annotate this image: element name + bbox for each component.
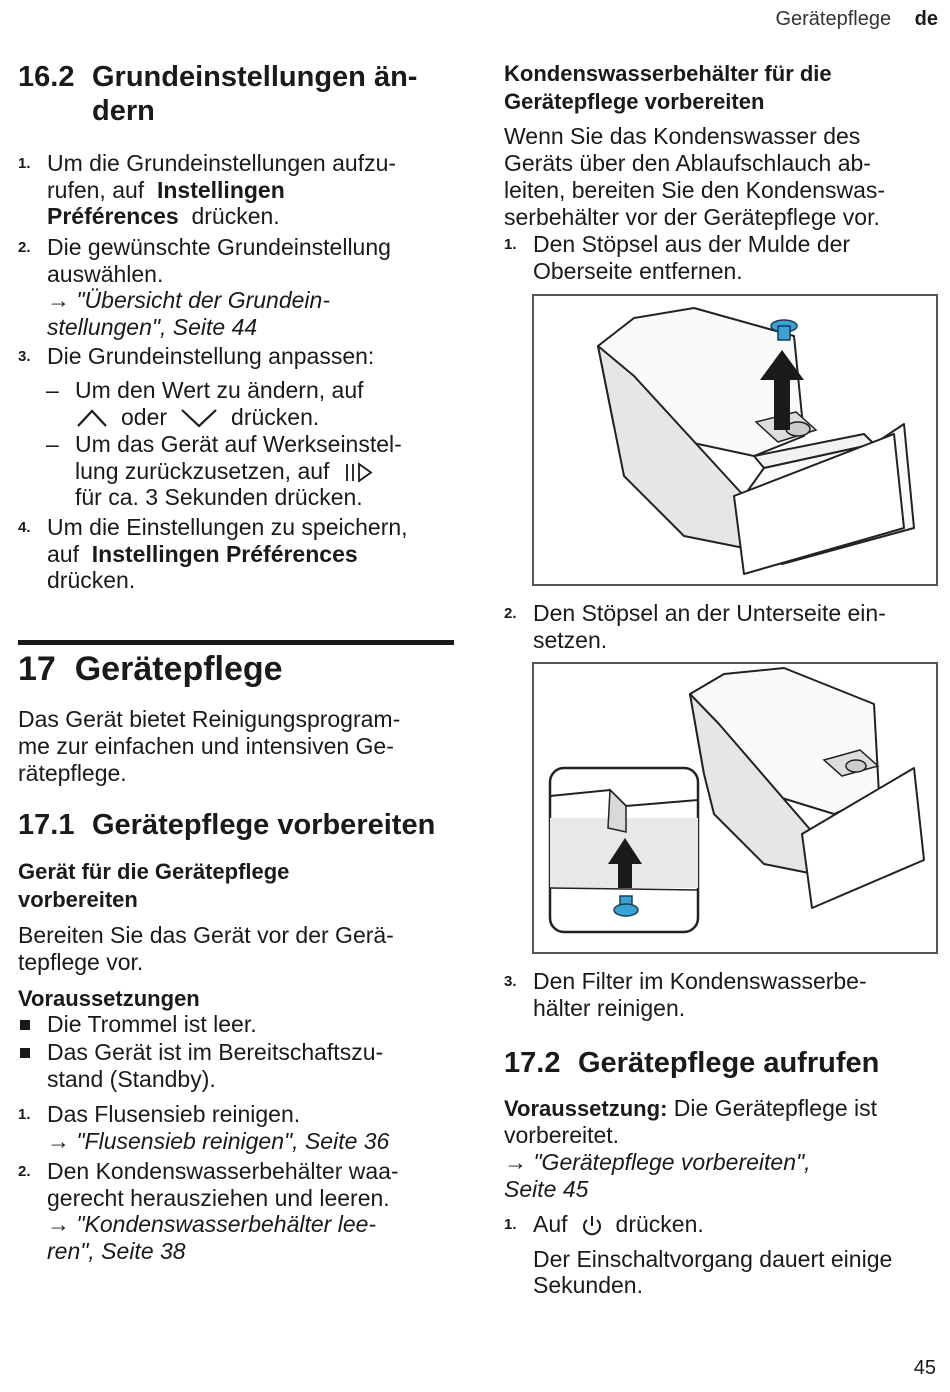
step-text: Die gewünschte Grundeinstellung xyxy=(47,234,391,260)
cross-reference[interactable]: → "Gerätepflege vorbereiten", xyxy=(504,1149,811,1175)
step-16-2-4 xyxy=(18,514,408,594)
para-line: Bereiten Sie das Gerät vor der Gerä- xyxy=(18,922,394,948)
step-text: hälter reinigen. xyxy=(533,994,686,1021)
step-condenser-2 xyxy=(504,600,886,653)
page-number: 45 xyxy=(913,1357,936,1379)
subheading-line: Gerätepflege vorbereiten xyxy=(504,89,765,114)
bullet-square xyxy=(20,1048,30,1058)
step-text: Um die Einstellungen zu speichern, xyxy=(47,514,408,540)
cross-reference[interactable]: → "Flusensieb reinigen", Seite 36 xyxy=(47,1127,390,1154)
heading-17-2 xyxy=(504,1046,879,1080)
bullet-text: stand (Standby). xyxy=(47,1065,216,1092)
step-text: Auf xyxy=(533,1211,568,1237)
cross-reference[interactable]: → "Kondenswasserbehälter lee- xyxy=(47,1211,377,1237)
step-text: rufen, auf xyxy=(47,176,145,203)
figure-insert-plug xyxy=(532,662,938,954)
figure-remove-plug xyxy=(532,294,938,586)
step-17-1-2 xyxy=(18,1158,399,1264)
button-name-preferences-cont: Préférences xyxy=(47,203,179,229)
step-number: 1. xyxy=(504,1216,517,1233)
button-name-preferences: Instellingen Préférences xyxy=(91,540,358,567)
heading-number: 17.1 xyxy=(18,809,75,841)
subheading-line: Gerät für die Gerätepflege xyxy=(18,859,290,884)
step-text: Um den Wert zu ändern, auf xyxy=(75,377,364,403)
heading-text-cont: dern xyxy=(92,95,155,127)
subheading-line: vorbereiten xyxy=(18,887,138,912)
condenser-tank-illustration xyxy=(534,296,936,584)
step-text: Um die Grundeinstellungen aufzu- xyxy=(47,150,397,176)
step-number: 2. xyxy=(18,239,31,256)
step-number: 1. xyxy=(18,155,31,172)
step-16-2-2 xyxy=(18,234,391,340)
subheading-prepare-condenser xyxy=(504,60,832,116)
step-result: Sekunden. xyxy=(533,1272,643,1299)
chapter-intro xyxy=(18,706,400,787)
step-condenser-1 xyxy=(504,231,850,284)
heading-text: Gerätepflege aufrufen xyxy=(578,1047,880,1079)
step-text: auf xyxy=(47,540,79,567)
step-number: 4. xyxy=(18,519,31,536)
step-text: Den Stöpsel an der Unterseite ein- xyxy=(533,600,886,626)
step-number: 1. xyxy=(504,236,517,253)
step-text: drücken. xyxy=(231,403,320,430)
substep-change-value xyxy=(18,377,364,430)
step-text: drücken. xyxy=(615,1211,704,1237)
cross-reference-cont[interactable]: ren", Seite 38 xyxy=(47,1237,186,1264)
heading-text: Gerätepflege xyxy=(74,650,283,688)
step-text: Die Grundeinstellung anpassen: xyxy=(47,343,375,369)
heading-text: Grundeinstellungen än- xyxy=(92,61,418,93)
step-text: drücken. xyxy=(47,567,136,593)
heading-16-2 xyxy=(18,60,417,128)
step-number: 2. xyxy=(18,1163,31,1180)
heading-number: 16.2 xyxy=(18,61,75,93)
cross-reference-cont[interactable]: stellungen", Seite 44 xyxy=(47,313,258,340)
step-number: 3. xyxy=(18,348,31,365)
step-text: setzen. xyxy=(533,626,608,653)
step-text: auswählen. xyxy=(47,260,164,287)
chevron-down-icon xyxy=(179,407,219,429)
para-line: rätepflege. xyxy=(18,760,127,786)
step-result: Der Einschaltvorgang dauert einige xyxy=(533,1245,893,1272)
heading-number: 17 xyxy=(18,650,56,688)
para-line: Das Gerät bietet Reinigungsprogram- xyxy=(18,706,401,732)
step-text: drücken. xyxy=(191,203,280,229)
condenser-intro xyxy=(504,123,885,231)
para-line: tepflege vor. xyxy=(18,949,144,975)
step-text: Den Filter im Kondenswasserbe- xyxy=(533,968,867,994)
step-text: Den Kondenswasserbehälter waa- xyxy=(47,1158,399,1184)
heading-17 xyxy=(18,650,283,689)
step-text: lung zurückzusetzen, auf xyxy=(75,457,330,484)
cross-reference[interactable]: → "Übersicht der Grundein- xyxy=(47,287,330,313)
step-condenser-3 xyxy=(504,968,867,1021)
condenser-tank-underside-illustration xyxy=(534,664,936,952)
step-text: oder xyxy=(121,403,168,430)
para-line: Geräts über den Ablaufschlauch ab- xyxy=(504,150,871,176)
step-17-2-1 xyxy=(504,1211,892,1299)
heading-text: Gerätepflege vorbereiten xyxy=(92,809,436,841)
cross-reference-cont[interactable]: Seite 45 xyxy=(504,1176,589,1202)
header-language: de xyxy=(914,8,938,30)
para-line: Wenn Sie das Kondenswasser des xyxy=(504,123,861,149)
para-line: Die Gerätepflege ist xyxy=(673,1095,878,1121)
step-text: Das Flusensieb reinigen. xyxy=(47,1101,301,1127)
prerequisite-label: Voraussetzung: xyxy=(504,1096,668,1121)
para-line: vorbereitet. xyxy=(504,1122,620,1148)
power-icon xyxy=(580,1214,604,1238)
prerequisites-label: Voraussetzungen xyxy=(18,986,200,1011)
step-17-1-1 xyxy=(18,1101,389,1154)
button-name-preferences: Instellingen xyxy=(156,176,285,203)
prereq-item-drum-empty xyxy=(18,1011,257,1038)
dash-marker: – xyxy=(46,431,59,457)
subheading-prepare-device xyxy=(18,858,289,914)
step-number: 1. xyxy=(18,1106,31,1123)
para-line: serbehälter vor der Gerätepflege vor. xyxy=(504,204,880,230)
substep-factory-reset xyxy=(18,431,402,511)
prerequisite-17-2 xyxy=(504,1095,877,1203)
bullet-text: Das Gerät ist im Bereitschaftszu- xyxy=(47,1039,384,1065)
step-text: Oberseite entfernen. xyxy=(533,257,743,284)
para-line: me zur einfachen und intensiven Ge- xyxy=(18,733,394,759)
step-text: Um das Gerät auf Werkseinstel- xyxy=(75,431,402,457)
step-16-2-1 xyxy=(18,150,396,230)
chapter-rule xyxy=(18,640,454,645)
step-16-2-3 xyxy=(18,343,374,370)
prepare-intro xyxy=(18,922,394,976)
header-section: Gerätepflege xyxy=(775,8,892,30)
step-text: für ca. 3 Sekunden drücken. xyxy=(75,484,363,510)
start-pause-icon xyxy=(344,461,374,483)
heading-17-1 xyxy=(18,808,435,842)
subheading-line: Kondenswasserbehälter für die xyxy=(504,61,832,86)
bullet-square xyxy=(20,1020,30,1030)
para-line: leiten, bereiten Sie den Kondenswas- xyxy=(504,177,886,203)
running-header xyxy=(775,8,938,31)
chevron-up-icon xyxy=(75,407,109,429)
heading-number: 17.2 xyxy=(504,1047,561,1079)
step-text: Den Stöpsel aus der Mulde der xyxy=(533,231,851,257)
step-number: 2. xyxy=(504,605,517,622)
step-text: gerecht herausziehen und leeren. xyxy=(47,1184,390,1211)
step-number: 3. xyxy=(504,973,517,990)
prereq-item-standby xyxy=(18,1039,383,1092)
bullet-text: Die Trommel ist leer. xyxy=(47,1011,257,1037)
dash-marker: – xyxy=(46,377,59,403)
